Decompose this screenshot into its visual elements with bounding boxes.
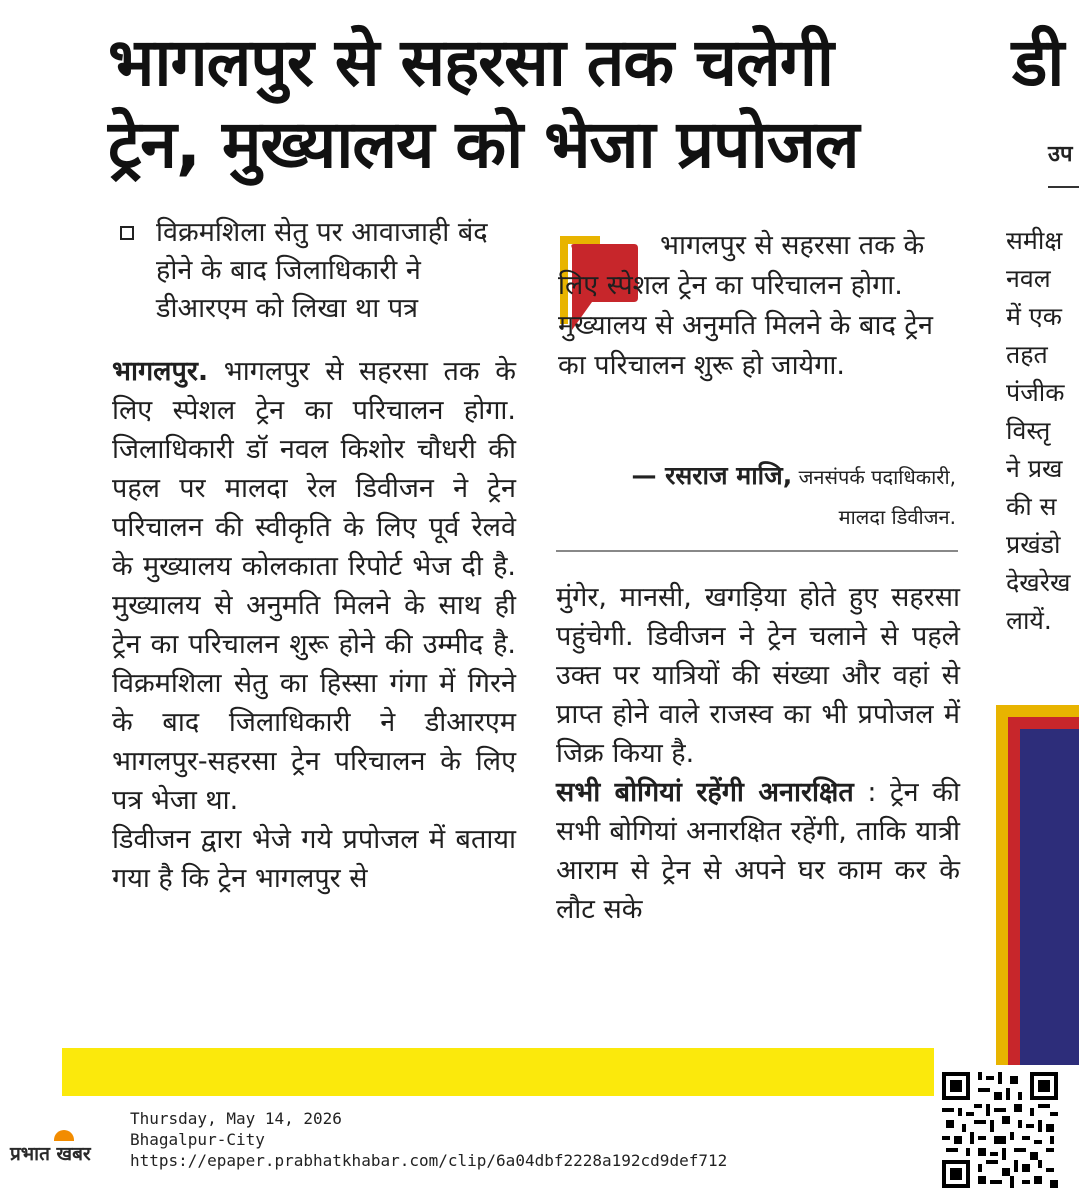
- adjacent-line: की स: [1006, 492, 1057, 521]
- adjacent-line: लायें.: [1006, 606, 1052, 635]
- adjacent-rule: [1048, 186, 1079, 188]
- adjacent-column-fragment: [1006, 222, 1079, 640]
- quote-attribution-org: मालदा डिवीजन.: [838, 505, 956, 529]
- paragraph-1: [112, 352, 516, 820]
- quote-divider: [556, 550, 958, 552]
- dateline: भागलपुर.: [112, 356, 209, 387]
- quote-attribution: [570, 456, 956, 537]
- highlight-bar: [62, 1048, 934, 1096]
- subhead: सभी बोगियां रहेंगी अनारक्षित: [556, 777, 854, 808]
- body-column-1: [112, 352, 516, 898]
- adjacent-line: नवल: [1006, 264, 1051, 293]
- clip-meta: [130, 1108, 727, 1171]
- adjacent-line: समीक्ष: [1006, 226, 1063, 255]
- adjacent-line: प्रखंडो: [1006, 530, 1061, 559]
- adjacent-line: ने प्रख: [1006, 454, 1063, 483]
- adjacent-headline-fragment: डी: [1012, 24, 1065, 101]
- adjacent-line: में एक: [1006, 302, 1062, 331]
- quote-attribution-name: — रसराज माजि,: [631, 461, 793, 490]
- paragraph-1-text: भागलपुर से सहरसा तक के लिए स्पेशल ट्रेन का परिचालन होगा. जिलाधिकारी डॉ नवल किशोर चौधरी की पहल पर मालदा रेल डिवीजन ने ट्रेन परिचालन की स्वीकृति के लिए पूर्व रेलवे के मुख्यालय कोलकाता रिपोर्ट भेज दी है. मुख्यालय से अनुमति मिलने के साथ ही ट्रेन का परिचालन शुरू होने की उम्मीद है. विक्रमशिला सेतु का हिस्सा गंगा में गिरने के बाद जिलाधिकारी ने डीआरएम भागलपुर-सहरसा ट्रेन परिचालन के लिए पत्र भेजा था.: [112, 356, 516, 816]
- prabhat-khabar-logo: [10, 1128, 122, 1168]
- paragraph-2: डिवीजन द्वारा भेजे गये प्रपोजल में बताया गया है कि ट्रेन भागलपुर से: [112, 824, 516, 894]
- adjacent-graphic-box: [996, 705, 1079, 1065]
- clip-edition: Bhagalpur-City: [130, 1130, 265, 1149]
- clip-url[interactable]: https://epaper.prabhatkhabar.com/clip/6a04dbf2228a192cd9def712: [130, 1151, 728, 1170]
- deck-text: विक्रमशिला सेतु पर आवाजाही बंद होने के बाद जिलाधिकारी ने डीआरएम को लिखा था पत्र: [156, 217, 488, 324]
- clip-date: Thursday, May 14, 2026: [130, 1109, 342, 1128]
- headline: [108, 22, 988, 186]
- adjacent-line: विस्तृ: [1006, 416, 1051, 445]
- footer-cut-line: [130, 1188, 350, 1200]
- paragraph-3: मुंगेर, मानसी, खगड़िया होते हुए सहरसा पहुंचेगी. डिवीजन ने ट्रेन चलाने से पहले उक्त पर यात्रियों की संख्या और वहां से प्राप्त होने वाले राजस्व का भी प्रपोजल में जिक्र किया है.: [556, 582, 960, 769]
- adjacent-line: तहत: [1006, 340, 1048, 369]
- adjacent-subhead-fragment: उप: [1048, 142, 1073, 167]
- body-column-2: [556, 578, 960, 929]
- qr-code-icon[interactable]: [940, 1072, 1060, 1188]
- adjacent-line: पंजीक: [1006, 378, 1065, 407]
- paragraph-4-text: : ट्रेन की सभी बोगियां अनारक्षित रहेंगी, ताकि यात्री आराम से ट्रेन से अपने घर काम कर के लौट सके: [556, 777, 960, 925]
- paragraph-4: [556, 773, 960, 929]
- adjacent-line: देखरेख: [1006, 568, 1071, 597]
- quote-attribution-role: जनसंपर्क पदाधिकारी,: [798, 465, 956, 489]
- logo-text: प्रभात खबर: [10, 1143, 91, 1165]
- square-bullet-icon: [120, 226, 134, 240]
- pull-quote: भागलपुर से सहरसा तक के लिए स्पेशल ट्रेन का परिचालन होगा. मुख्यालय से अनुमति मिलने के बाद ट्रेन का परिचालन शुरू हो जायेगा.: [558, 230, 933, 381]
- headline-line-1: भागलपुर से सहरसा तक चलेगी: [108, 24, 833, 101]
- deck: [120, 214, 520, 328]
- headline-line-2: ट्रेन, मुख्यालय को भेजा प्रपोजल: [108, 106, 859, 183]
